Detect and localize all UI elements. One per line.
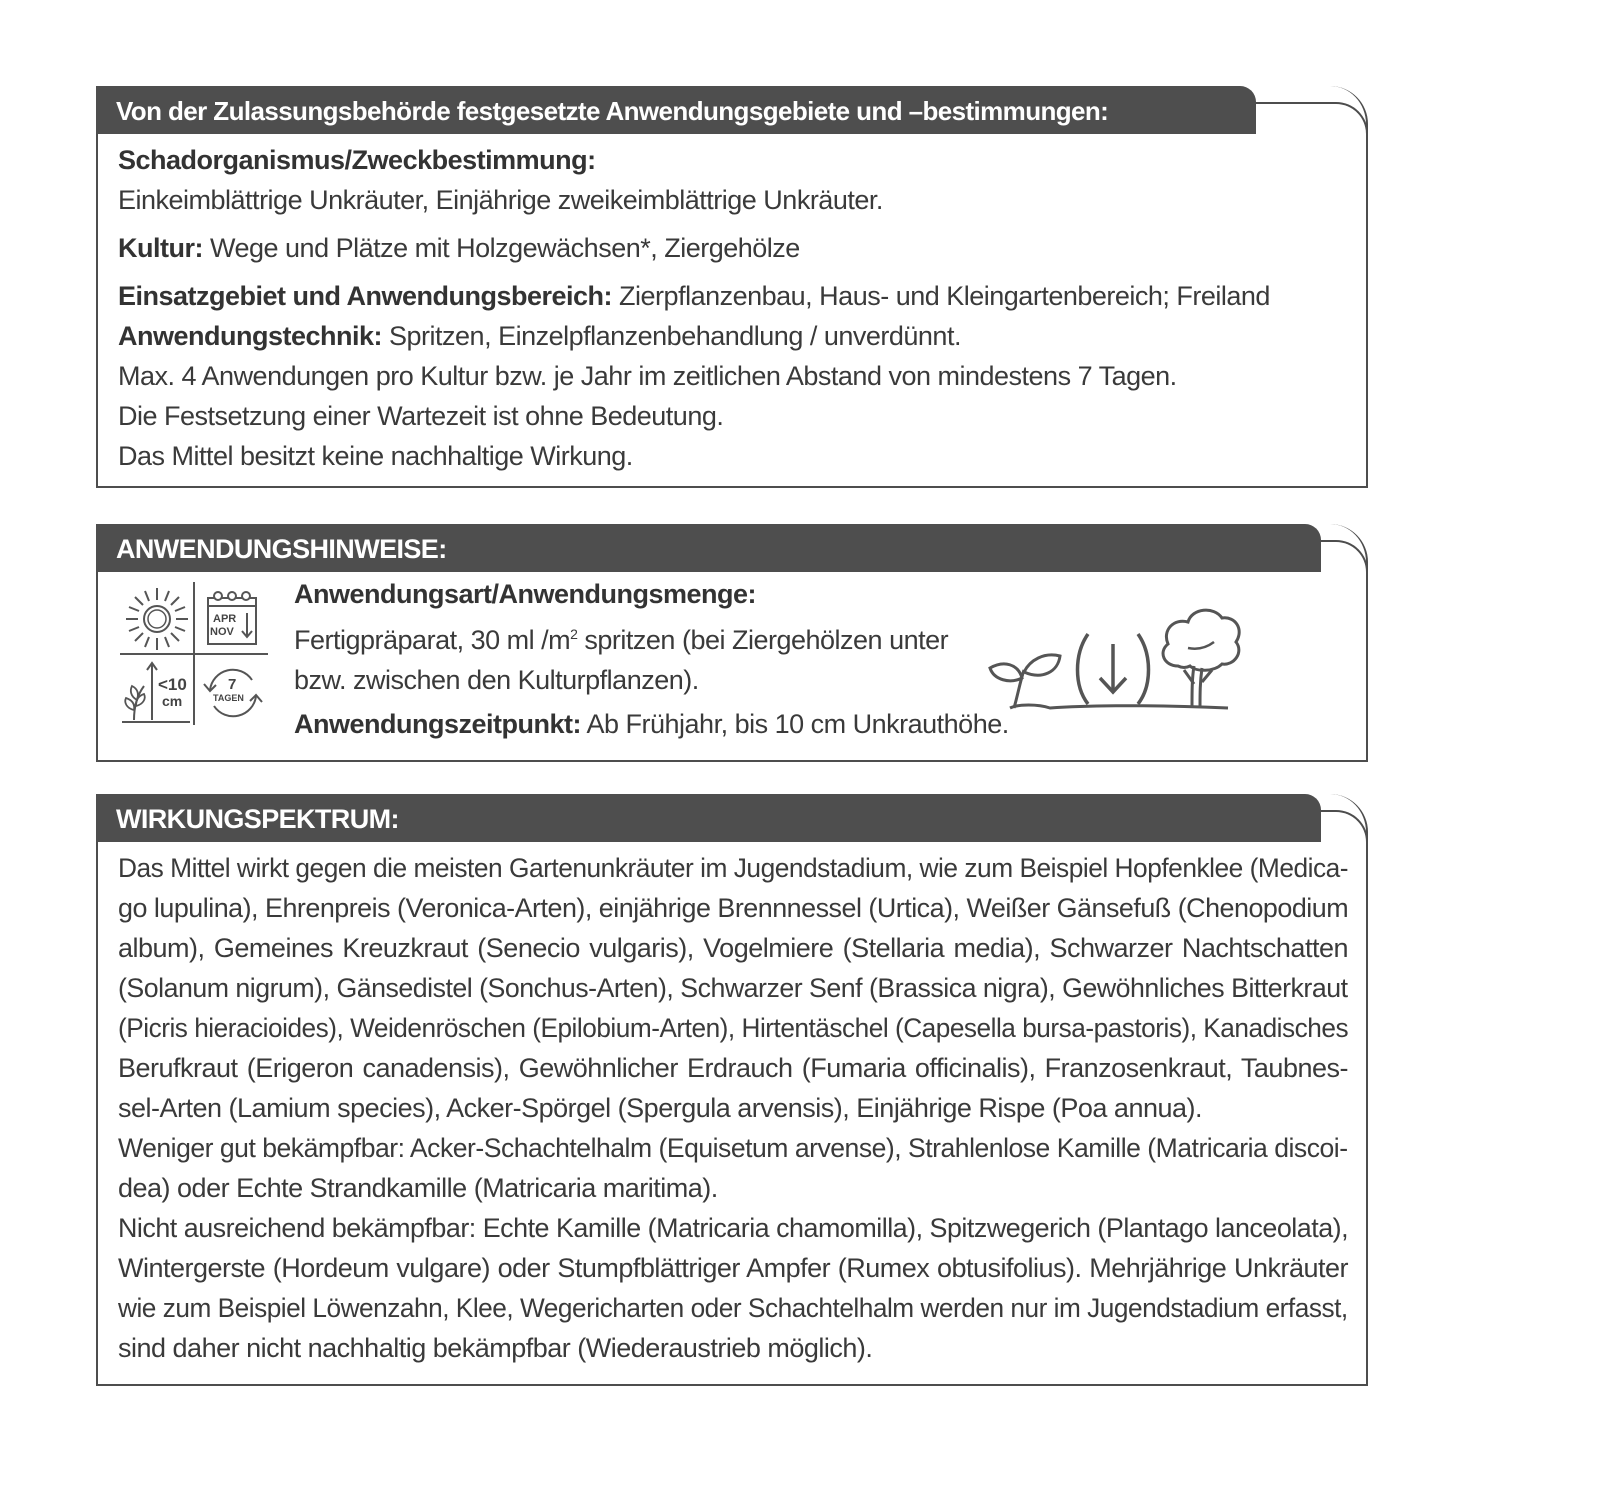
wirkungspektrum-line: (Picris hieracioides), Weidenröschen (Epilobium-Arten), Hirtentäschel (Capesella bursa-pastoris), Kanadisches [118, 1013, 1349, 1043]
einsatzgebiet-text: Zierpflanzenbau, Haus- und Kleingartenbereich; Freiland [612, 281, 1270, 311]
anwendungstechnik-label: Anwendungstechnik: [118, 321, 383, 351]
anwendungsart-label: Anwendungsart/Anwendungsmenge: [294, 579, 757, 609]
sun-icon [122, 584, 192, 654]
kultur-line [118, 228, 1348, 268]
calendar-icon [202, 586, 264, 650]
wirkungspektrum-line: Wintergerste (Hordeum vulgare) oder Stumpfblättriger Ampfer (Rumex obtusifolius). Mehrjährige Unkräuter [118, 1253, 1348, 1283]
wirkungspektrum-line: album), Gemeines Kreuzkraut (Senecio vulgaris), Vogelmiere (Stellaria media), Schwarzer Nachtschatten [118, 933, 1348, 963]
section-anwendungsgebiete [96, 86, 1368, 488]
wirkungspektrum-line: go lupulina), Ehrenpreis (Veronica-Arten), einjährige Brennnessel (Urtica), Weißer Gänsefuß (Chenopodium [118, 893, 1349, 923]
einsatzgebiet-label: Einsatzgebiet und Anwendungsbereich: [118, 281, 613, 311]
wirkungspektrum-line: (Solanum nigrum), Gänsedistel (Sonchus-Arten), Schwarzer Senf (Brassica nigra), Gewöhnliches Bitterkraut [118, 973, 1348, 1003]
kultur-text: Wege und Plätze mit Holzgewächsen*, Ziergehölze [202, 233, 800, 263]
calendar-label-nov: NOV [210, 626, 234, 638]
section-anwendungshinweise [96, 524, 1368, 762]
wirkungspektrum-line: Nicht ausreichend bekämpfbar: Echte Kamille (Matricaria chamomilla), Spitzwegerich (Plantago lanceolata), [118, 1213, 1349, 1243]
section-header-anwendungshinweise: ANWENDUNGSHINWEISE: [96, 524, 1321, 572]
interval-number: 7 [228, 676, 237, 693]
wirkungspektrum-line: Weniger gut bekämpfbar: Acker-Schachtelhalm (Equisetum arvense), Strahlenlose Kamille (Matricaria discoi- [118, 1133, 1348, 1163]
anwendungszeitpunkt-line [294, 704, 1009, 744]
anwendungstechnik-text: Spritzen, Einzelpflanzenbehandlung / unverdünnt. [382, 321, 961, 351]
kultur-label: Kultur: [118, 233, 203, 263]
calendar-label-apr: APR [213, 613, 237, 625]
max-anwendungen-text: Max. 4 Anwendungen pro Kultur bzw. je Jahr im zeitlichen Abstand von mindestens 7 Tagen. [118, 361, 1177, 391]
anwendungsart-text-1: Fertigpräparat, 30 ml $/m^2$ spritzen (bei Ziergehölzen unter [294, 625, 949, 655]
seedling-tree-illustration [978, 586, 1248, 726]
interval-icon [200, 660, 266, 726]
wirkungspektrum-line: wie zum Beispiel Löwenzahn, Klee, Wegericharten oder Schachtelhalm werden nur im Jugendstadium erfasst, [118, 1293, 1348, 1323]
section-header-anwendungsgebiete: Von der Zulassungsbehörde festgesetzte Anwendungsgebiete und –bestimmungen: [96, 86, 1256, 134]
schadorganismus-label: Schadorganismus/Zweckbestimmung: [118, 145, 596, 175]
wirkungspektrum-line: Berufkraut (Erigeron canadensis), Gewöhnlicher Erdrauch (Fumaria officinalis), Franzosenkraut, Taubnes- [118, 1053, 1348, 1083]
section-wirkungspektrum [96, 794, 1368, 1386]
icon-grid [118, 580, 268, 730]
schadorganismus-text: Einkeimblättrige Unkräuter, Einjährige zweikeimblättrige Unkräuter. [118, 185, 883, 215]
plant-height-icon [120, 658, 192, 728]
plant-height-label: <10 [158, 675, 187, 694]
wirkungspektrum-line: sind daher nicht nachhaltig bekämpfbar (Wiederaustrieb möglich). [118, 1333, 873, 1363]
superscript-2: 2 [570, 626, 578, 642]
wirkungspektrum-line: sel-Arten (Lamium species), Acker-Spörgel (Spergula arvensis), Einjährige Rispe (Poa annua). [118, 1093, 1203, 1123]
wirkungspektrum-body [118, 848, 1348, 1368]
wirkung-text: Das Mittel besitzt keine nachhaltige Wirkung. [118, 441, 633, 471]
wirkungspektrum-line: Das Mittel wirkt gegen die meisten Gartenunkräuter im Jugendstadium, wie zum Beispiel Hopfenklee (Medica- [118, 853, 1349, 883]
anwendungsart-text-2: bzw. zwischen den Kulturpflanzen). [294, 665, 699, 695]
anwendungshinweise-body [294, 574, 1009, 744]
wirkungspektrum-line: dea) oder Echte Strandkamille (Matricaria maritima). [118, 1173, 718, 1203]
interval-unit: TAGEN [213, 693, 244, 703]
section-body-anwendungsgebiete [118, 140, 1348, 476]
anwendungstechnik-line [118, 316, 1348, 356]
anwendungszeitpunkt-label: Anwendungszeitpunkt: [294, 709, 581, 739]
section-header-wirkungspektrum: WIRKUNGSPEKTRUM: [96, 794, 1321, 842]
plant-height-unit: cm [162, 693, 183, 709]
einsatzgebiet-line [118, 276, 1348, 316]
wartezeit-text: Die Festsetzung einer Wartezeit ist ohne Bedeutung. [118, 401, 724, 431]
anwendungszeitpunkt-text: Ab Frühjahr, bis 10 cm Unkrauthöhe. [580, 709, 1009, 739]
